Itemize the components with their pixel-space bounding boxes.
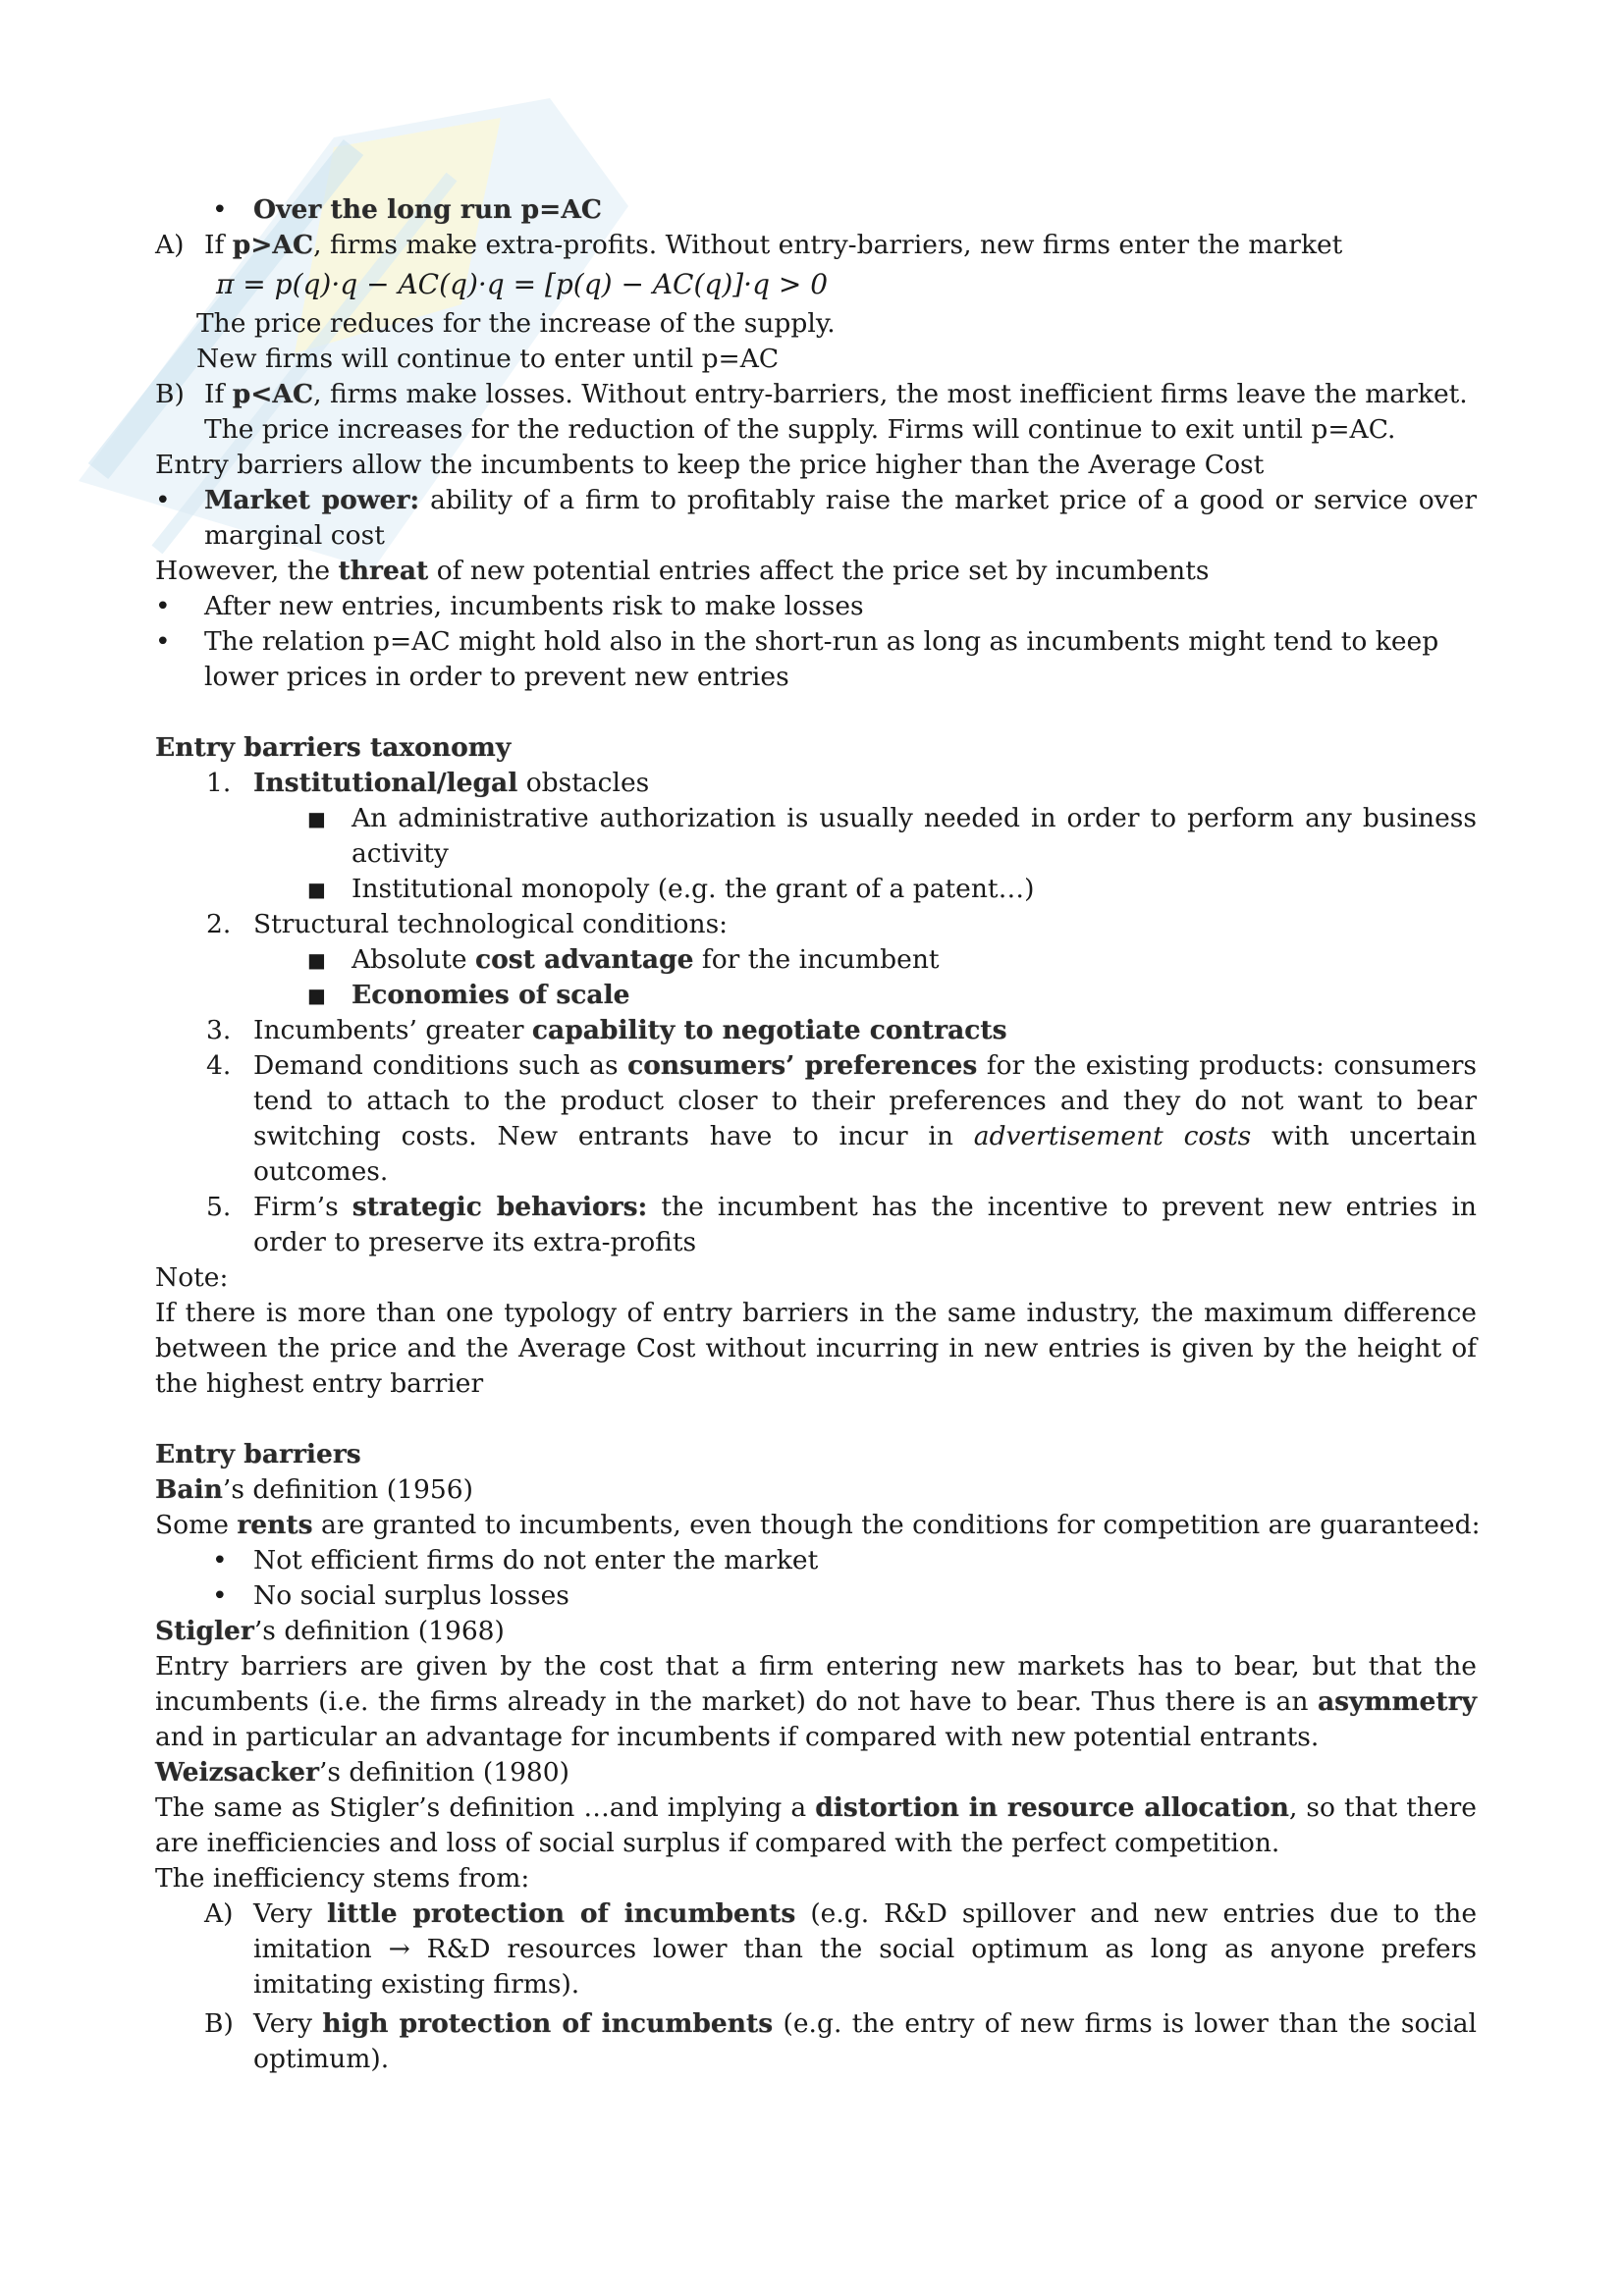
document-body [155,192,1481,2077]
inefficiency-item-b: B) Very high protection of incumbents (e.g. the entry of new firms is lower than the social optimum). [204,2008,1477,2074]
taxonomy-item-2-sub-1: ■ Absolute cost advantage for the incumbent [307,944,940,975]
weizsacker-definition: Weizsacker’s definition (1980) [155,1757,569,1788]
stigler-definition: Stigler’s definition (1968) [155,1616,505,1646]
inefficiency-item-a: A) Very little protection of incumbents (e.g. R&D spillover and new entries due to the imitation → R&D resources lower than the social optimum as long as anyone prefers imitating existing firms). [204,1898,1478,2000]
bullet-short-run: • The relation p=AC might hold also in the short-run as long as incumbents might tend to keep lower prices in order to prevent new entries [155,626,1439,692]
taxonomy-item-1: 1. Institutional/legal obstacles [206,768,650,798]
case-b-line: B) If p<AC, firms make losses. Without entry-barriers, the most inefficient firms leave the market. [155,379,1468,409]
note-text: If there is more than one typology of entry barriers in the same industry, the maximum difference between the price and the Average Cost without incurring in new entries is given by the height of the highest entry barrier [155,1298,1477,1399]
taxonomy-heading: Entry barriers taxonomy [155,732,512,763]
taxonomy-item-1-sub-2: ■ Institutional monopoly (e.g. the grant of a patent…) [307,874,1035,904]
taxonomy-item-5: 5. Firm’s strategic behaviors: the incumbent has the incentive to prevent new entries in order to preserve its extra-profits [206,1192,1477,1257]
rents-line: Some rents are granted to incumbents, even though the conditions for competition are guaranteed: [155,1510,1481,1540]
note-label: Note: [155,1262,229,1293]
weizsacker-text: The same as Stigler’s definition …and implying a distortion in resource allocation, so that there are inefficiencies and loss of social surplus if compared with the perfect competition. [155,1792,1477,1858]
bullet-losses: • After new entries, incumbents risk to make losses [155,591,864,621]
profit-formula: π = p(q)·q − AC(q)·q = [p(q) − AC(q)]·q > 0 [216,268,829,300]
case-b-price-line: The price increases for the reduction of the supply. Firms will continue to exit until p=AC. [204,414,1396,445]
taxonomy-item-3: 3. Incumbents’ greater capability to negotiate contracts [206,1015,1007,1045]
case-a-price-line: The price reduces for the increase of the supply. [196,308,836,339]
long-run-bullet: • Over the long run p=AC [212,194,602,225]
taxonomy-item-4: 4. Demand conditions such as consumers’ preferences for the existing products: consumers tend to attach to the product closer to their preferences and they do not want to bear switching costs. New entrants have to incur in advertisement costs with uncertain outcomes. [206,1050,1478,1187]
entry-barriers-heading: Entry barriers [155,1439,361,1469]
taxonomy-item-2: 2. Structural technological conditions: [206,909,729,939]
case-a-line: A) If p>AC, firms make extra-profits. Without entry-barriers, new firms enter the market [155,230,1343,260]
case-a-enter-line: New firms will continue to enter until p=AC [196,344,780,374]
taxonomy-item-1-sub-1: ■ An administrative authorization is usually needed in order to perform any business activity [307,803,1477,869]
however-line: However, the threat of new potential entries affect the price set by incumbents [155,556,1210,586]
taxonomy-item-2-sub-2: ■ Economies of scale [307,980,630,1010]
market-power-bullet: • Market power: ability of a firm to profitably raise the market price of a good or service over marginal cost [155,485,1477,551]
bain-bullet-1: • Not efficient firms do not enter the market [212,1545,819,1575]
bain-bullet-2: • No social surplus losses [212,1580,569,1611]
stigler-text: Entry barriers are given by the cost that a firm entering new markets has to bear, but that the incumbents (i.e. the firms already in the market) do not have to bear. Thus there is an asymmetry and in particular an advantage for incumbents if compared with new potential entrants. [155,1651,1477,1752]
bain-definition: Bain’s definition (1956) [155,1474,473,1505]
inefficiency-line: The inefficiency stems from: [155,1863,530,1894]
entry-allow-line: Entry barriers allow the incumbents to keep the price higher than the Average Cost [155,450,1265,480]
